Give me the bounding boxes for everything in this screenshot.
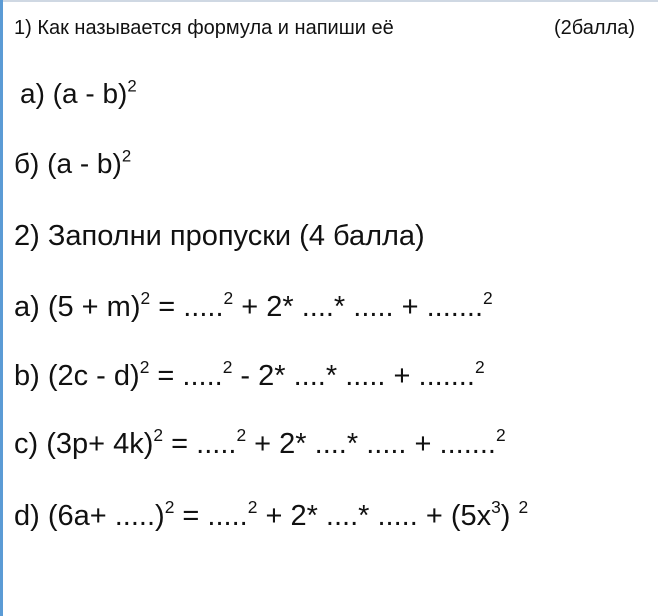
task2-item-a bbox=[14, 287, 493, 323]
equation-exponent: 2 bbox=[236, 424, 247, 445]
task2-item-c bbox=[14, 424, 506, 460]
task2-title bbox=[14, 222, 425, 251]
top-border bbox=[0, 0, 658, 2]
equation-middle: + 2* ....* ..... + ....... bbox=[233, 291, 484, 323]
item-a-exponent: 2 bbox=[127, 76, 137, 96]
task1-title bbox=[14, 17, 636, 39]
task2-item-b bbox=[14, 356, 485, 392]
equation-close: ) bbox=[500, 500, 519, 532]
equation-middle: + 2* ....* ..... + (5x bbox=[257, 500, 492, 532]
equation-exponent: 2 bbox=[474, 356, 485, 377]
equation-exponent: 2 bbox=[153, 424, 164, 445]
equation-middle: + 2* ....* ..... + ....... bbox=[246, 428, 496, 460]
equation-blank: = ..... bbox=[149, 360, 223, 392]
equation-exponent-inner: 3 bbox=[491, 496, 501, 517]
equation-middle: - 2* ....* ..... + ....... bbox=[232, 360, 475, 392]
equation-label: b) (2c - d) bbox=[14, 360, 140, 392]
equation-exponent: 2 bbox=[247, 496, 258, 517]
equation-label: a) (5 + m) bbox=[14, 291, 141, 323]
item-a-text: а) (a - b) bbox=[20, 78, 128, 109]
item-b-exponent: 2 bbox=[121, 146, 132, 166]
task2-title-text: 2) Заполни пропуски (4 балла) bbox=[14, 220, 425, 252]
item-b-text: б) (a - b) bbox=[14, 148, 122, 179]
equation-blank: = ..... bbox=[174, 500, 248, 532]
task1-item-b bbox=[14, 146, 132, 179]
equation-blank: = ..... bbox=[150, 291, 224, 323]
equation-exponent: 2 bbox=[222, 356, 233, 377]
task1-points: (2балла) bbox=[554, 17, 636, 39]
task1-title-text: 1) Как называется формула и напиши её bbox=[14, 17, 394, 39]
equation-exponent: 2 bbox=[164, 496, 175, 517]
equation-blank: = ..... bbox=[163, 428, 237, 460]
task2-item-d bbox=[14, 496, 529, 532]
equation-exponent: 2 bbox=[483, 287, 493, 308]
task1-item-a bbox=[20, 76, 137, 109]
left-border bbox=[0, 0, 3, 616]
equation-exponent: 2 bbox=[139, 356, 150, 377]
equation-exponent: 2 bbox=[140, 287, 151, 308]
equation-exponent: 2 bbox=[495, 424, 506, 445]
equation-exponent: 2 bbox=[518, 496, 529, 517]
equation-label: c) (3p+ 4k) bbox=[14, 428, 154, 460]
equation-exponent: 2 bbox=[223, 287, 234, 308]
equation-label: d) (6a+ .....) bbox=[14, 500, 165, 532]
